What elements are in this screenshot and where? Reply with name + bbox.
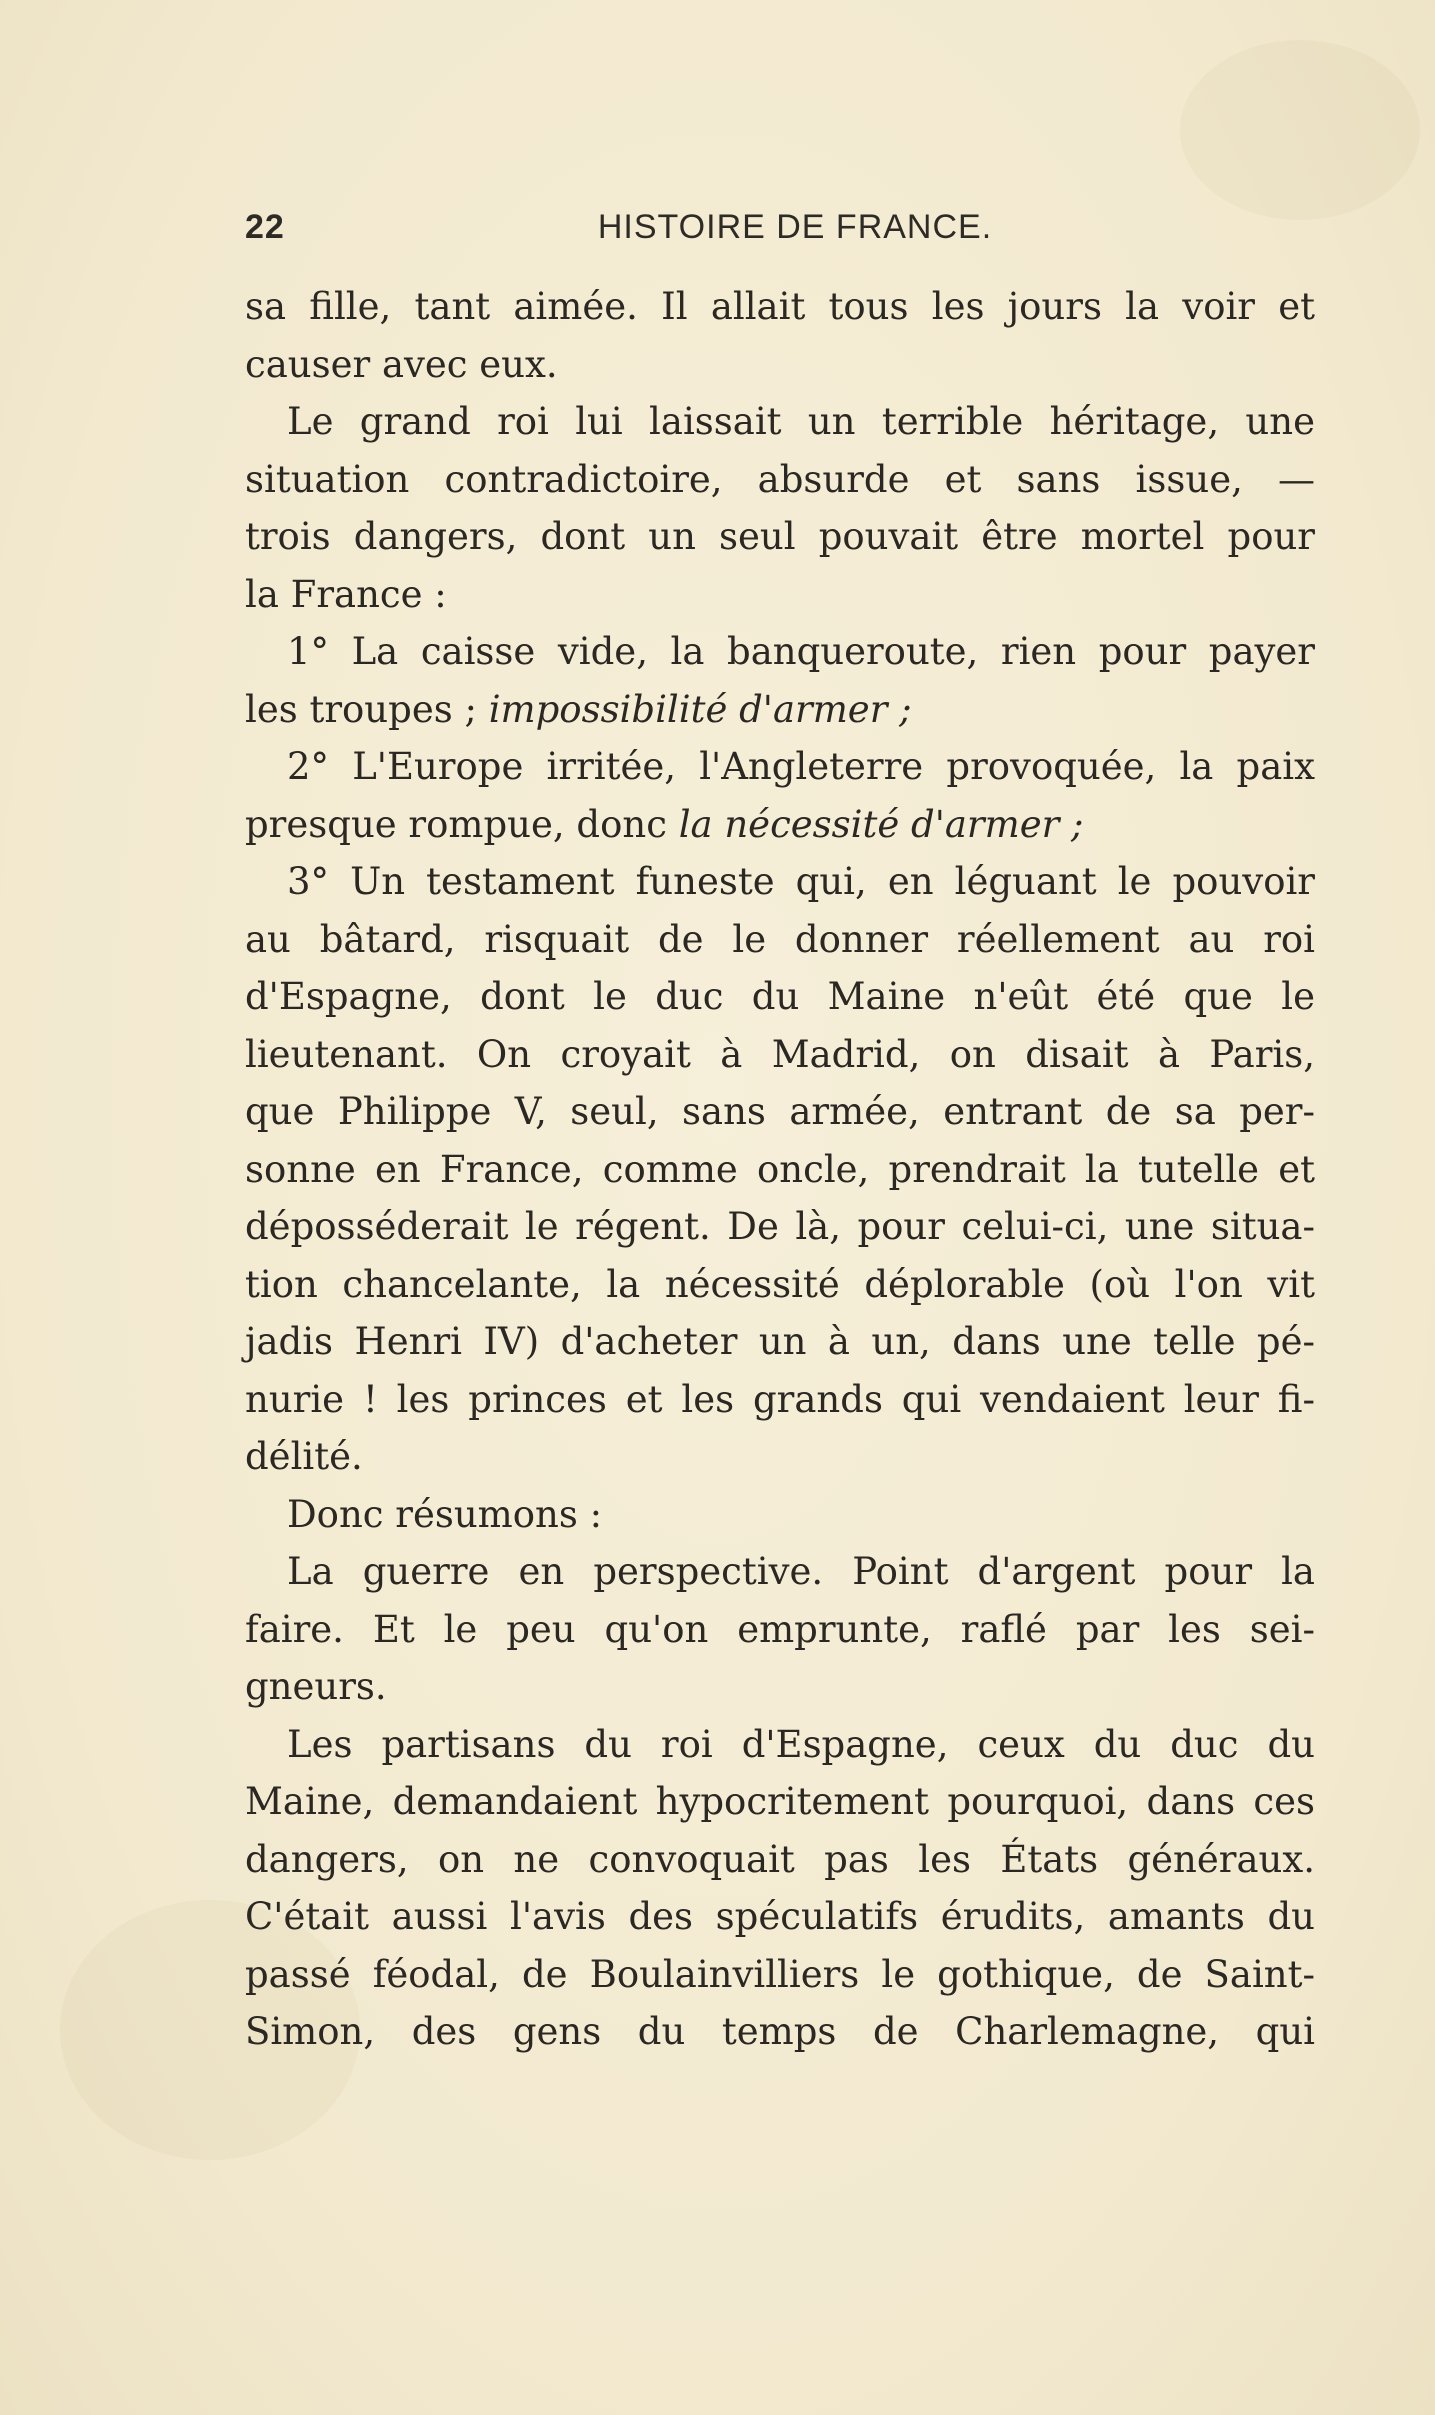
text-line: jadis Henri IV) d'acheter un à un, dans une telle pé- bbox=[245, 1320, 1315, 1363]
text-line: la France : bbox=[245, 572, 447, 616]
text-line: sonne en France, comme oncle, prendrait la tutelle et bbox=[245, 1147, 1315, 1191]
text-line: déposséderait le régent. De là, pour celui-ci, une situa- bbox=[245, 1205, 1315, 1248]
running-title: HISTOIRE DE FRANCE. bbox=[597, 208, 993, 246]
text-line: Les partisans du roi d'Espagne, ceux du duc du bbox=[287, 1722, 1315, 1766]
text-line: gneurs. bbox=[245, 1665, 387, 1708]
text-line: lieutenant. On croyait à Madrid, on disait à Paris, bbox=[245, 1032, 1315, 1076]
body-text bbox=[245, 278, 1315, 2061]
text-line: tion chancelante, la nécessité déplorable (où l'on vit bbox=[245, 1262, 1315, 1306]
text-line: C'était aussi l'avis des spéculatifs érudits, amants du bbox=[245, 1895, 1315, 1938]
paper-stain bbox=[1180, 40, 1420, 220]
text-line: délité. bbox=[245, 1435, 363, 1478]
italic-phrase: impossibilité d'armer ; bbox=[488, 687, 912, 731]
text-line: Simon, des gens du temps de Charlemagne, qui bbox=[245, 2010, 1315, 2053]
text-line: 2° L'Europe irritée, l'Angleterre provoquée, la paix bbox=[287, 745, 1315, 788]
text-line: nurie ! les princes et les grands qui vendaient leur fi- bbox=[245, 1377, 1315, 1421]
text-line: situation contradictoire, absurde et sans issue, — bbox=[245, 457, 1315, 501]
text-line: que Philippe V, seul, sans armée, entrant de sa per- bbox=[245, 1090, 1315, 1133]
text-line: sa fille, tant aimée. Il allait tous les jours la voir et bbox=[245, 285, 1315, 328]
text-line: passé féodal, de Boulainvilliers le gothique, de Saint- bbox=[245, 1952, 1315, 1996]
text-line: 3° Un testament funeste qui, en léguant le pouvoir bbox=[287, 860, 1315, 903]
text-line: Le grand roi lui laissait un terrible héritage, une bbox=[287, 400, 1315, 443]
italic-phrase: la nécessité d'armer ; bbox=[678, 802, 1084, 846]
text-line: Donc résumons : bbox=[287, 1492, 603, 1536]
text-line: presque rompue, donc la nécessité d'armer ; bbox=[245, 802, 1084, 846]
text-line: faire. Et le peu qu'on emprunte, raflé par les sei- bbox=[245, 1607, 1315, 1651]
text-line: Maine, demandaient hypocritement pourquoi, dans ces bbox=[245, 1780, 1315, 1823]
text-line: au bâtard, risquait de le donner réellement au roi bbox=[245, 917, 1315, 961]
text-line: La guerre en perspective. Point d'argent pour la bbox=[287, 1550, 1315, 1593]
text-line: d'Espagne, dont le duc du Maine n'eût été que le bbox=[245, 975, 1315, 1018]
text-line: 1° La caisse vide, la banqueroute, rien pour payer bbox=[287, 630, 1315, 673]
text-line: les troupes ; impossibilité d'armer ; bbox=[245, 687, 912, 731]
page-header bbox=[245, 208, 1315, 258]
text-line: trois dangers, dont un seul pouvait être mortel pour bbox=[245, 515, 1315, 558]
text-line: causer avec eux. bbox=[245, 342, 558, 386]
text-line: dangers, on ne convoquait pas les États généraux. bbox=[245, 1837, 1315, 1881]
page-number: 22 bbox=[245, 208, 285, 246]
